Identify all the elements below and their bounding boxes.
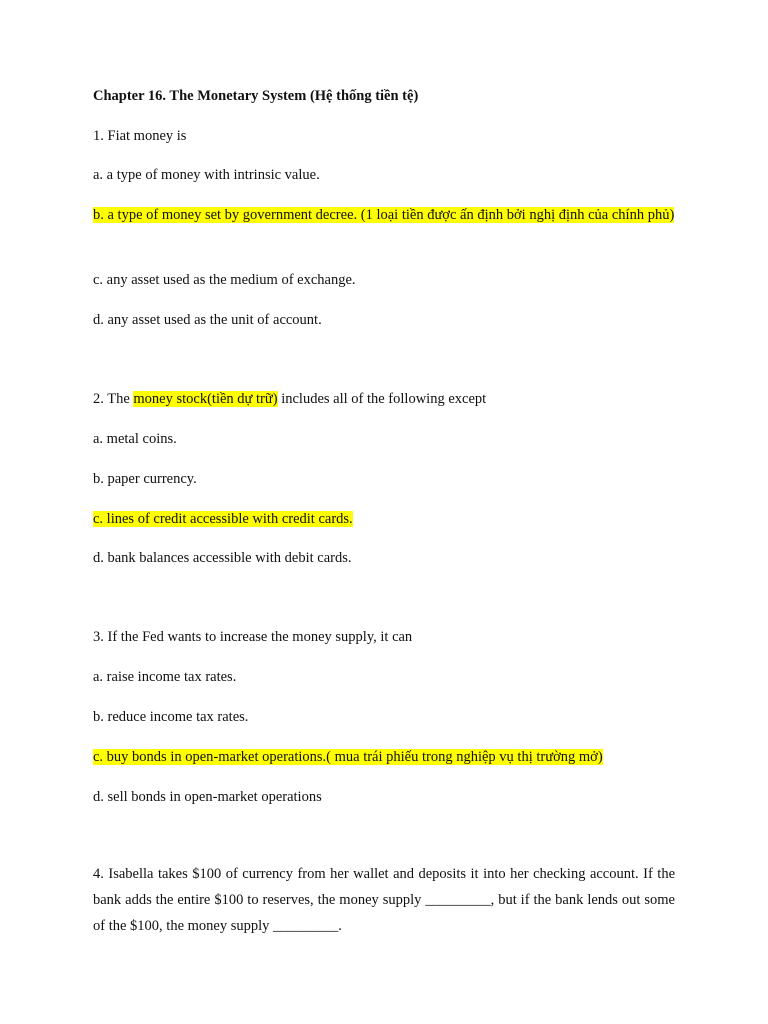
question-2-stem-suffix: includes all of the following except (277, 391, 487, 407)
question-3-option-a: a. raise income tax rates. (93, 669, 237, 685)
question-1-stem: 1. Fiat money is (93, 128, 187, 144)
question-3-stem: 3. If the Fed wants to increase the money supply, it can (93, 629, 413, 645)
question-1-option-d: d. any asset used as the unit of account. (93, 312, 322, 328)
highlighted-answer: c. buy bonds in open-market operations.( mua trái phiếu trong nghiệp vụ thị trường mở) (93, 749, 603, 765)
chapter-title: Chapter 16. The Monetary System (Hệ thống tiền tệ) (93, 88, 419, 104)
question-3-option-b: b. reduce income tax rates. (93, 709, 249, 725)
question-2-option-d: d. bank balances accessible with debit cards. (93, 550, 352, 566)
question-2-option-b: b. paper currency. (93, 471, 197, 487)
question-1-option-a: a. a type of money with intrinsic value. (93, 167, 320, 183)
question-3-option-d: d. sell bonds in open-market operations (93, 789, 322, 805)
question-2-stem-prefix: 2. The (93, 391, 134, 407)
question-1-option-b (93, 202, 675, 228)
question-4-stem: 4. Isabella takes $100 of currency from her wallet and deposits it into her checking account. If the bank adds the entire $100 to reserves, the money supply _________, but if the bank lends out some of the $100, the money supply _________. (93, 866, 675, 934)
question-2-stem (93, 386, 675, 412)
question-3-option-c (93, 744, 675, 770)
highlighted-term: money stock(tiền dự trữ) (133, 391, 278, 407)
highlighted-answer: b. a type of money set by government decree. (1 loại tiền được ấn định bởi nghị định của chính phủ) (93, 207, 675, 223)
question-2-option-c (93, 506, 675, 532)
question-2-option-a: a. metal coins. (93, 431, 177, 447)
question-1-option-c: c. any asset used as the medium of exchange. (93, 272, 356, 288)
highlighted-answer: c. lines of credit accessible with credit cards. (93, 511, 353, 527)
